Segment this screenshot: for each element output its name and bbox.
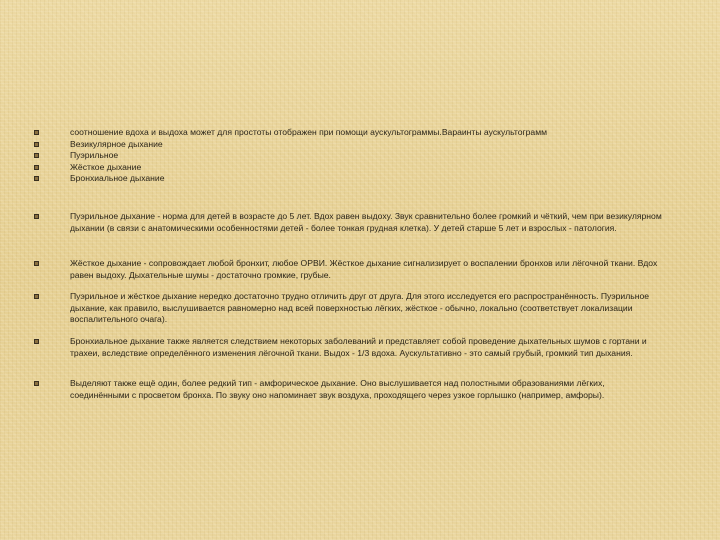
- list-item: Жёсткое дыхание - сопровождает любой бронхит, любое ОРВИ. Жёсткое дыхание сигнализирует о воспалении бронхов или лёгочной ткани. Вдох равен выдоху. Дыхательные шумы - достаточно громкие, грубые.: [34, 258, 666, 281]
- list-item: Жёсткое дыхание: [34, 162, 666, 174]
- square-bullet-icon: [34, 153, 39, 158]
- square-bullet-icon: [34, 176, 39, 181]
- square-bullet-icon: [34, 294, 39, 299]
- list-item: Бронхиальное дыхание: [34, 173, 666, 185]
- bullet-list-top: [34, 127, 666, 185]
- square-bullet-icon: [34, 339, 39, 344]
- square-bullet-icon: [34, 142, 39, 147]
- list-item: соотношение вдоха и выдоха может для простоты отображен при помощи аускультограммы.Вараинты аускультограмм: [34, 127, 666, 139]
- list-item: Бронхиальное дыхание также является следствием некоторых заболеваний и представляет собой проведение дыхательных шумов с гортани и трахеи, вследствие определённого изменения лёгочной ткани. Выдох - 1/3 вдоха. Аускультативно - это самый грубый, громкий тип дыхания.: [34, 336, 666, 359]
- paragraph-bronchial: [34, 336, 666, 359]
- list-item: Выделяют также ещё один, более редкий тип - амфорическое дыхание. Оно выслушивается над полостными образованиями лёгких, соединёнными с просветом бронха. По звуку оно напоминает звук воздуха, проходящего через узкое горлышко (например, амфоры).: [34, 378, 666, 401]
- list-item: Пуэрильное дыхание - норма для детей в возрасте до 5 лет. Вдох равен выдоху. Звук сравнительно более громкий и чёткий, чем при везикулярном дыхании (в связи с анатомическими особенностями детей - более тонкая грудная клетка). У детей старше 5 лет и взрослых - патология.: [34, 211, 666, 234]
- paragraph-distinguish: [34, 291, 666, 326]
- list-item: Пуэрильное и жёсткое дыхание нередко достаточно трудно отличить друг от друга. Для этого исследуется его распространённость. Пуэрильное дыхание, как правило, выслушивается равномерно над всей поверхностью лёгких, жёсткое - обычно, локально (соответствует локализации воспалительного очага).: [34, 291, 666, 326]
- square-bullet-icon: [34, 381, 39, 386]
- square-bullet-icon: [34, 214, 39, 219]
- paragraph-harsh: [34, 258, 666, 281]
- paragraph-amphoric: [34, 378, 666, 401]
- list-item: Везикулярное дыхание: [34, 139, 666, 151]
- square-bullet-icon: [34, 261, 39, 266]
- square-bullet-icon: [34, 165, 39, 170]
- square-bullet-icon: [34, 130, 39, 135]
- list-item: Пуэрильное: [34, 150, 666, 162]
- paragraph-puerile: [34, 211, 666, 234]
